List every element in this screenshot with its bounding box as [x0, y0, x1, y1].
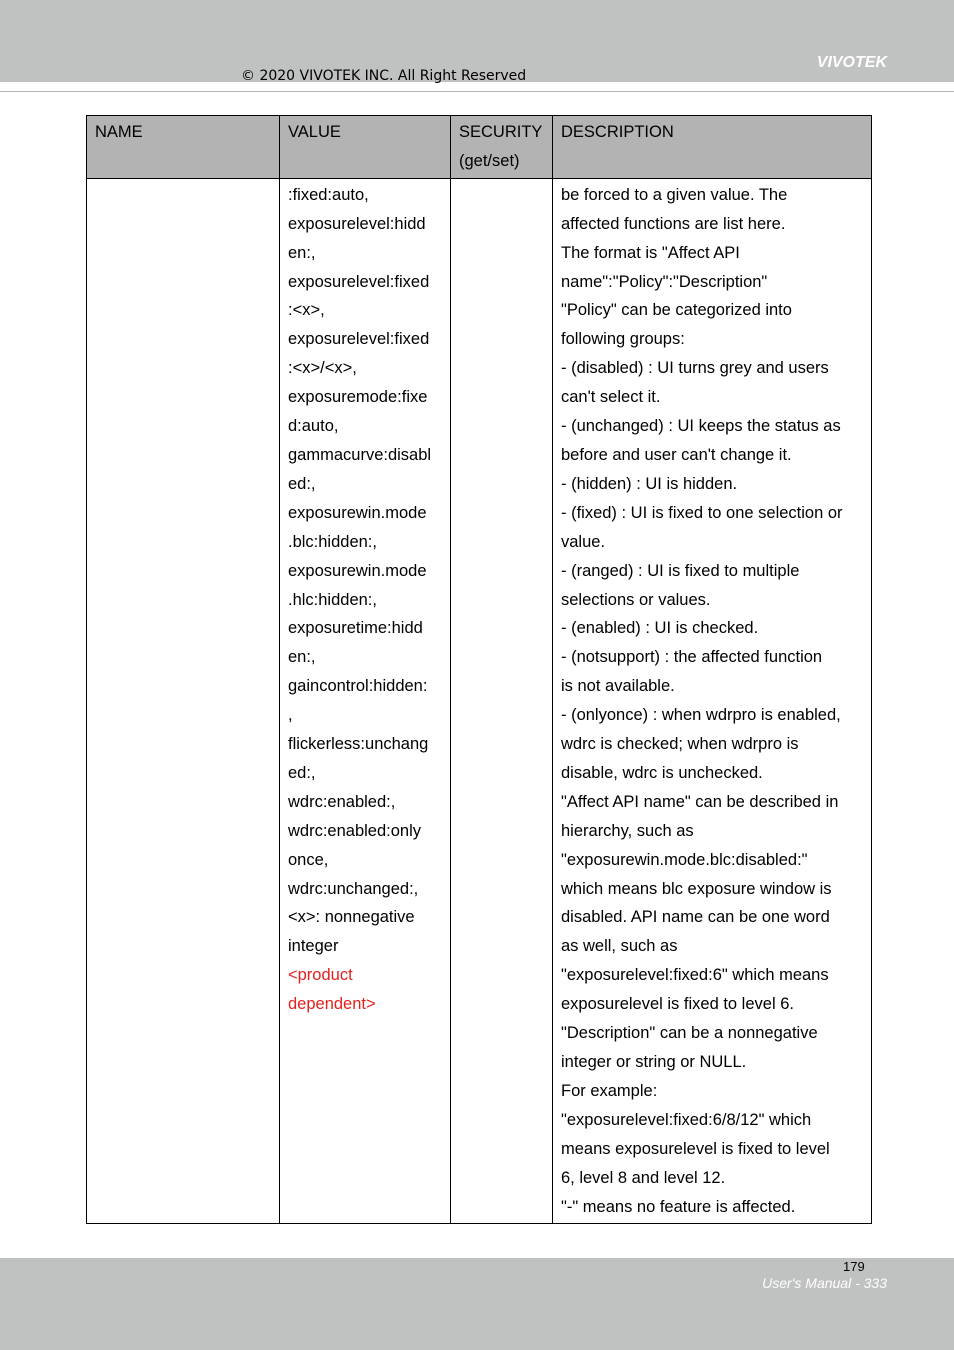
- value-line: wdrc:enabled:only: [288, 821, 421, 840]
- value-line: once,: [288, 850, 329, 869]
- copyright-text: © 2020 VIVOTEK INC. All Right Reserved: [241, 68, 527, 84]
- cell-security: [451, 178, 553, 1224]
- table-row: [87, 178, 872, 1224]
- value-line: <x>: nonnegative: [288, 908, 415, 927]
- description-line: "Policy" can be categorized into: [561, 301, 792, 320]
- description-line: - (unchanged) : UI keeps the status as: [561, 417, 841, 436]
- value-line: exposurelevel:fixed: [288, 272, 430, 291]
- description-line: disabled. API name can be one word: [561, 908, 830, 927]
- product-dependent-note: [288, 961, 442, 1019]
- value-line: .hlc:hidden:,: [288, 590, 377, 609]
- description-line: affected functions are list here.: [561, 214, 786, 233]
- value-line: exposurewin.mode: [288, 503, 427, 522]
- value-line: integer: [288, 937, 339, 956]
- column-header-name: NAME: [87, 116, 280, 179]
- value-line: en:,: [288, 648, 316, 667]
- column-header-value: VALUE: [280, 116, 451, 179]
- value-line: :<x>,: [288, 301, 325, 320]
- security-header-line: (get/set): [459, 151, 520, 170]
- page-number: 179: [843, 1259, 865, 1274]
- description-line: "Description" can be a nonnegative: [561, 1024, 818, 1043]
- value-line: exposurelevel:hidd: [288, 214, 426, 233]
- description-line: disable, wdrc is unchecked.: [561, 763, 763, 782]
- description-line: For example:: [561, 1081, 658, 1100]
- description-line: hierarchy, such as: [561, 821, 694, 840]
- value-line: ed:,: [288, 474, 316, 493]
- value-line: exposuremode:fixe: [288, 388, 428, 407]
- value-line: gaincontrol:hidden:: [288, 677, 428, 696]
- description-line: following groups:: [561, 330, 685, 349]
- description-line: - (hidden) : UI is hidden.: [561, 474, 738, 493]
- value-line: :<x>/<x>,: [288, 359, 357, 378]
- description-lines: [561, 181, 863, 1222]
- description-line: wdrc is checked; when wdrpro is: [561, 735, 799, 754]
- value-line: :fixed:auto,: [288, 185, 369, 204]
- value-note-line: <product: [288, 966, 353, 985]
- description-line: value.: [561, 532, 606, 551]
- column-header-security: [451, 116, 553, 179]
- security-header-line: SECURITY: [459, 123, 543, 141]
- description-line: integer or string or NULL.: [561, 1053, 747, 1071]
- value-note-line: dependent>: [288, 995, 376, 1014]
- description-line: - (enabled) : UI is checked.: [561, 619, 759, 638]
- value-line: .blc:hidden:,: [288, 532, 377, 551]
- value-line: gammacurve:disabl: [288, 445, 432, 464]
- description-line: - (notsupport) : the affected function: [561, 648, 823, 667]
- description-line: - (ranged) : UI is fixed to multiple: [561, 561, 800, 580]
- description-line: "-" means no feature is affected.: [561, 1197, 796, 1216]
- value-line: en:,: [288, 243, 316, 262]
- manual-page-label: User's Manual - 333: [762, 1275, 887, 1291]
- description-line: exposurelevel is fixed to level 6.: [561, 995, 794, 1014]
- description-line: name":"Policy":"Description": [561, 272, 768, 291]
- cell-description: [553, 178, 872, 1224]
- description-line: be forced to a given value. The: [561, 185, 788, 204]
- description-line: - (disabled) : UI turns grey and users: [561, 359, 829, 378]
- description-line: "Affect API name" can be described in: [561, 792, 839, 811]
- value-line: wdrc:unchanged:,: [288, 879, 419, 898]
- description-line: "exposurewin.mode.blc:disabled:": [561, 850, 808, 869]
- cell-name: [87, 178, 280, 1224]
- description-line: The format is "Affect API: [561, 243, 740, 262]
- value-line: ,: [288, 706, 293, 725]
- description-line: - (fixed) : UI is fixed to one selection or: [561, 503, 843, 522]
- brand-logo: VIVOTEK: [816, 54, 887, 71]
- description-line: - (onlyonce) : when wdrpro is enabled,: [561, 706, 841, 725]
- cell-value: [280, 178, 451, 1224]
- value-lines: [288, 181, 442, 961]
- value-line: exposurewin.mode: [288, 561, 427, 580]
- value-line: exposuretime:hidd: [288, 619, 423, 638]
- description-line: is not available.: [561, 677, 675, 696]
- description-line: before and user can't change it.: [561, 445, 792, 464]
- footer-band: [0, 1258, 954, 1350]
- value-line: exposurelevel:fixed: [288, 330, 430, 349]
- header-divider: [0, 91, 954, 92]
- table-header-row: [87, 116, 872, 179]
- description-line: can't select it.: [561, 388, 661, 407]
- description-line: "exposurelevel:fixed:6" which means: [561, 966, 829, 985]
- value-line: ed:,: [288, 763, 316, 782]
- value-line: flickerless:unchang: [288, 735, 429, 754]
- description-line: selections or values.: [561, 590, 711, 609]
- description-line: as well, such as: [561, 937, 678, 956]
- parameter-table: [86, 115, 872, 1224]
- description-line: "exposurelevel:fixed:6/8/12" which: [561, 1110, 812, 1129]
- description-line: 6, level 8 and level 12.: [561, 1168, 726, 1187]
- description-line: which means blc exposure window is: [561, 879, 832, 898]
- value-line: d:auto,: [288, 417, 339, 436]
- value-line: wdrc:enabled:,: [288, 792, 396, 811]
- description-line: means exposurelevel is fixed to level: [561, 1139, 830, 1158]
- column-header-description: DESCRIPTION: [553, 116, 872, 179]
